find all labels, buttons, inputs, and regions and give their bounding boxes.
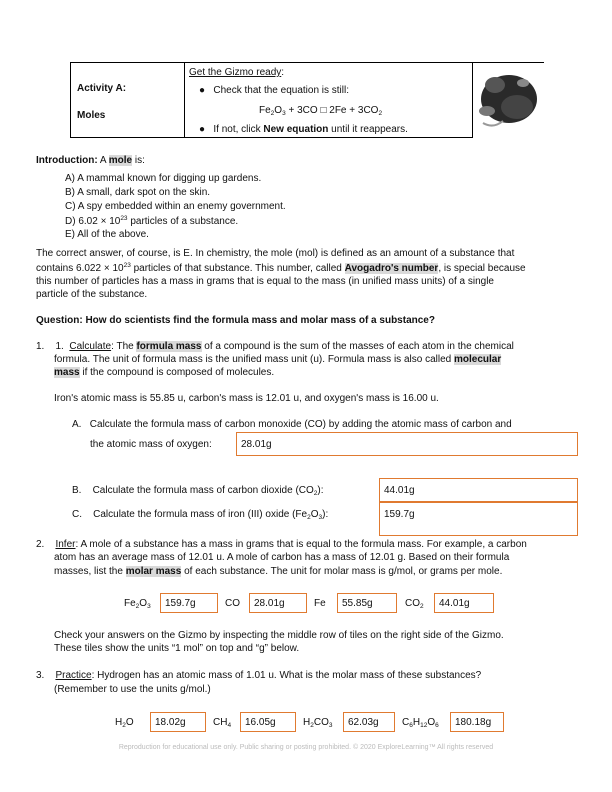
- q1c-text: C. Calculate the formula mass of iron (III) oxide $(Fe_2O_3)$:: [72, 509, 329, 521]
- bullet-new-equation: ● If not, click New equation until it reappears.: [199, 124, 408, 135]
- gizmo-instructions-cell: Get the Gizmo ready: ● Check that the equation is still: $Fe_2O_3 + 3CO$ □ $2Fe + 3CO_2$ ● If not, click New equation until it reappears.: [185, 63, 473, 137]
- q1a-line2: the atomic mass of oxygen:: [90, 439, 212, 450]
- q1b-answer-field[interactable]: 44.01g: [379, 478, 578, 502]
- mole-animal-image: [473, 63, 545, 139]
- activity-name: Moles: [77, 110, 106, 121]
- equation-text: $Fe_2O_3 + 3CO$ □ $2Fe + 3CO_2$: [259, 105, 383, 117]
- intro-para-line1: The correct answer, of course, is E. In chemistry, the mole (mol) is defined as an amount of a substance that: [36, 248, 515, 259]
- q1-line3: mass if the compound is composed of molecules.: [54, 367, 275, 378]
- h2co3-label: $H_2CO_3$: [303, 717, 333, 729]
- fe-label: Fe: [314, 598, 326, 609]
- fe-molar-mass-field[interactable]: 55.85g: [337, 593, 397, 613]
- q1a-answer-field[interactable]: 28.01g: [236, 432, 578, 456]
- intro-option-a: A) A mammal known for digging up gardens.: [65, 173, 262, 184]
- fe2o3-molar-mass-field[interactable]: 159.7g: [160, 593, 218, 613]
- q3-line2: (Remember to use the units g/mol.): [54, 684, 211, 695]
- q2-line2: atom has an average mass of 12.01 u. A mole of carbon has a mass of 12.01 g. Based on their formula: [54, 552, 510, 563]
- activity-label: Activity A:: [77, 83, 127, 94]
- molar-mass-term: molar mass: [125, 566, 182, 577]
- co2-label: $CO_2$: [405, 598, 424, 610]
- footer-copyright: Reproduction for educational use only. Public sharing or posting prohibited. © 2020 ExploreLearning™ All rights reserved: [118, 744, 494, 751]
- co-molar-mass-field[interactable]: 28.01g: [249, 593, 307, 613]
- new-equation-link[interactable]: New equation: [263, 124, 329, 135]
- h2o-label: $H_2O$: [115, 717, 134, 729]
- intro-para-line3: this number of particles has a mass in grams that is equal to the mass (in unified mass units) of a single: [36, 276, 494, 287]
- q2-check-line1: Check your answers on the Gizmo by inspecting the middle row of tiles on the right side of the Gizmo.: [54, 630, 504, 641]
- atomic-masses-text: Iron's atomic mass is 55.85 u, carbon's mass is 12.01 u, and oxygen's mass is 16.00 u.: [54, 393, 439, 404]
- co-label: CO: [225, 598, 240, 609]
- ch4-label: $CH_4$: [213, 717, 232, 729]
- q1b-text: B. Calculate the formula mass of carbon dioxide $(CO_2)$:: [72, 485, 324, 497]
- q1-line1: 1. 1. Calculate: The formula mass of a compound is the sum of the masses of each atom in the chemical: [36, 341, 514, 352]
- q1a-line1: A. Calculate the formula mass of carbon monoxide (CO) by adding the atomic mass of carbon and: [72, 419, 512, 430]
- activity-title-cell: [71, 63, 185, 137]
- c6h12o6-label: $C_6H_{12}O_6$: [402, 717, 439, 729]
- mole-term: mole: [108, 155, 133, 166]
- intro-option-c: C) A spy embedded within an enemy government.: [65, 201, 286, 212]
- intro-para-line4: particle of the substance.: [36, 289, 148, 300]
- molecular-term: molecular: [453, 354, 502, 365]
- intro-para-line2: contains $6.022 \times 10^{23}$ particles of that substance. This number, called Avogadro's number, is special because: [36, 262, 526, 274]
- mole-image-cell: [473, 63, 545, 137]
- mass-term: mass: [54, 367, 80, 378]
- bullet-check-equation: ● Check that the equation is still:: [199, 85, 350, 96]
- q3-line1: 3. Practice: Hydrogen has an atomic mass of 1.01 u. What is the molar mass of these substances?: [36, 670, 482, 681]
- h2co3-molar-mass-field[interactable]: 62.03g: [343, 712, 395, 732]
- q2-line1: 2. Infer: A mole of a substance has a mass in grams that is equal to the formula mass. For example, a carbon: [36, 539, 527, 550]
- intro-option-e: E) All of the above.: [65, 229, 149, 240]
- q2-line3: masses, list the molar mass of each substance. The unit for molar mass is g/mol, or grams per mole.: [54, 566, 503, 577]
- ch4-molar-mass-field[interactable]: 16.05g: [240, 712, 296, 732]
- intro-option-d: D) $6.02 \times 10^{23}$ particles of a substance.: [65, 215, 239, 227]
- q2-check-line2: These tiles show the units “1 mol” on top and “g” below.: [54, 643, 300, 654]
- get-ready-text: Get the Gizmo ready: [189, 67, 282, 78]
- intro-option-b: B) A small, dark spot on the skin.: [65, 187, 211, 198]
- question-heading: Question: How do scientists find the formula mass and molar mass of a substance?: [36, 315, 435, 326]
- formula-mass-term: formula mass: [136, 341, 202, 352]
- q1c-answer-field[interactable]: 159.7g: [379, 502, 578, 536]
- co2-molar-mass-field[interactable]: 44.01g: [434, 593, 494, 613]
- q1-line2: formula. The unit of formula mass is the unified mass unit (u). Formula mass is also called molecular: [54, 354, 502, 365]
- activity-header-table: [70, 62, 544, 138]
- intro-heading: Introduction: A mole is:: [36, 155, 145, 166]
- h2o-molar-mass-field[interactable]: 18.02g: [150, 712, 206, 732]
- avogadro-term: Avogadro's number: [344, 263, 439, 274]
- fe2o3-label: $Fe_2O_3$: [124, 598, 151, 610]
- c6h12o6-molar-mass-field[interactable]: 180.18g: [450, 712, 504, 732]
